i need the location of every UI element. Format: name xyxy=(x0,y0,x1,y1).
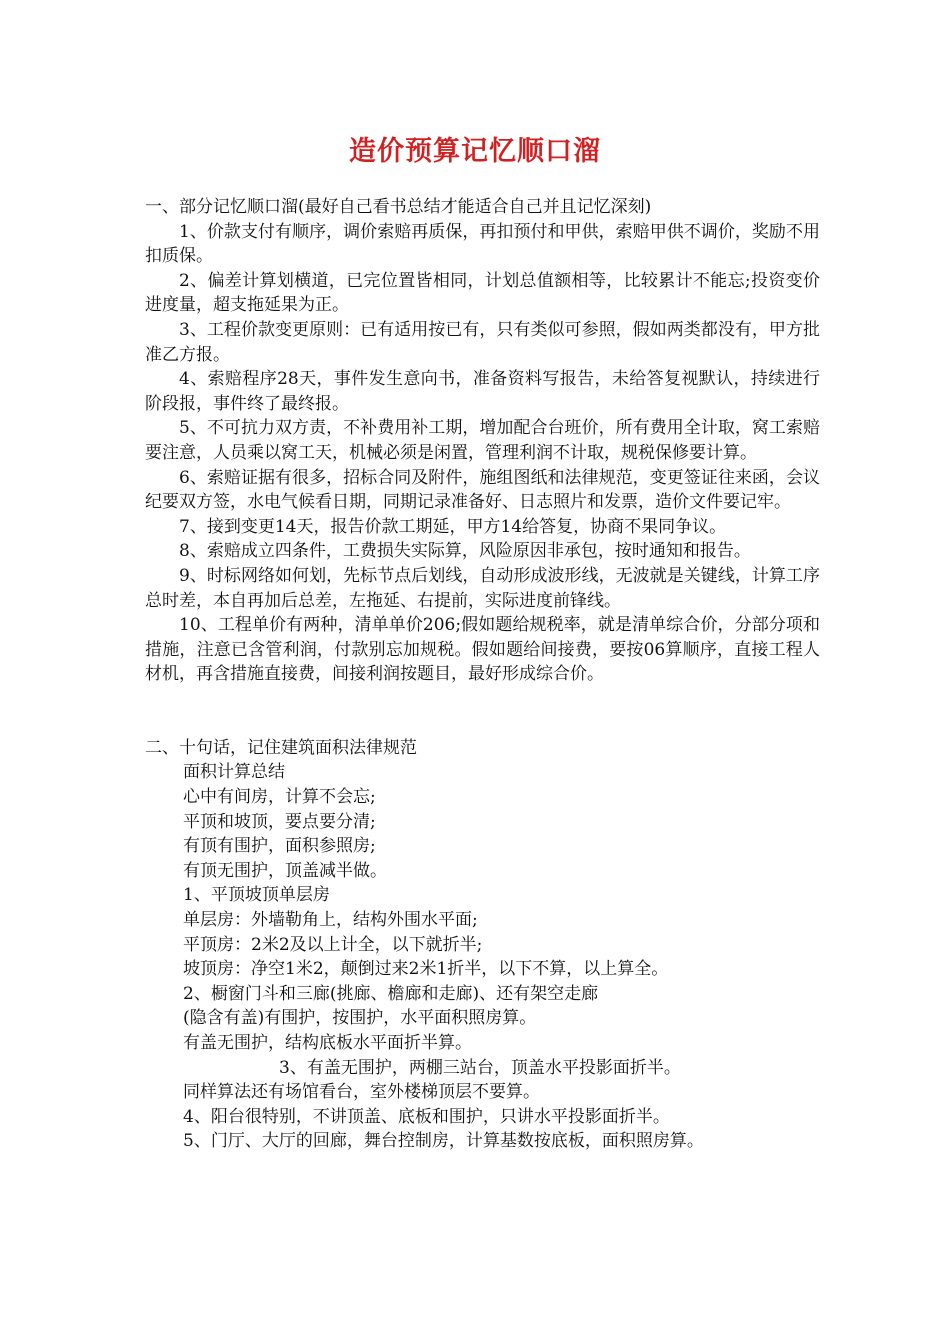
section-2-line: 平顶房：2米2及以上计全，以下就折半; xyxy=(183,934,483,955)
document-body xyxy=(145,195,820,1154)
section-2-line: 面积计算总结 xyxy=(183,762,285,783)
section-2-line: (隐含有盖)有围护，按围护，水平面积照房算。 xyxy=(183,1008,537,1029)
section-2-line: 有盖无围护，结构底板水平面折半算。 xyxy=(183,1033,472,1053)
section-1-item: 2、偏差计算划横道，已完位置皆相同，计划总值额相等，比较累计不能忘;投资变价进度量，超支拖延果为正。 xyxy=(145,270,820,316)
section-1-item: 10、工程单价有两种，清单单价206;假如题给规税率，就是清单综合价，分部分项和措施，注意已含管利润，付款别忘加规税。假如题给间接费，要按06算顺序，直接工程人材机，再含措施直接费，间接利润按题目，最好形成综合价。 xyxy=(145,615,820,685)
section-2-line: 2、橱窗门斗和三廊(挑廊、檐廊和走廊)、还有架空走廊 xyxy=(183,983,599,1004)
section-2-line: 1、平顶坡顶单层房 xyxy=(183,885,330,906)
section-2-heading: 二、十句话，记住建筑面积法律规范 xyxy=(145,737,417,758)
section-1-item: 6、索赔证据有很多，招标合同及附件，施组图纸和法律规范，变更签证往来函，会议纪要双方签，水电气候看日期，同期记录准备好、日志照片和发票，造价文件要记牢。 xyxy=(145,467,820,513)
section-2-line: 4、阳台很特别，不讲顶盖、底板和围护，只讲水平投影面折半。 xyxy=(183,1106,670,1127)
section-1-item: 3、工程价款变更原则：已有适用按已有，只有类似可参照，假如两类都没有，甲方批准乙方报。 xyxy=(145,319,820,365)
section-2-line: 有顶无围护，顶盖减半做。 xyxy=(183,860,387,881)
section-1-item: 5、不可抗力双方责，不补费用补工期，增加配合台班价，所有费用全计取，窝工索赔要注意，人员乘以窝工天，机械必须是闲置，管理利润不计取，规税保修要计算。 xyxy=(145,418,820,463)
section-1-heading: 一、部分记忆顺口溜(最好自己看书总结才能适合自己并且记忆深刻) xyxy=(145,197,652,217)
section-1-item: 8、索赔成立四条件，工费损失实际算，风险原因非承包，按时通知和报告。 xyxy=(179,541,751,562)
section-2-line: 同样算法还有场馆看台，室外楼梯顶层不要算。 xyxy=(183,1082,540,1103)
section-2-line: 单层房：外墙勒角上，结构外围水平面; xyxy=(183,910,478,931)
section-2-line: 5、门厅、大厅的回廊，舞台控制房，计算基数按底板，面积照房算。 xyxy=(183,1131,704,1152)
section-2-line: 心中有间房，计算不会忘; xyxy=(183,787,376,808)
section-1-item: 9、时标网络如何划，先标节点后划线，自动形成波形线，无波就是关键线，计算工序总时差，本自再加后总差，左拖延、右提前，实际进度前锋线。 xyxy=(145,565,820,611)
section-gap xyxy=(145,687,820,736)
section-2-line: 坡顶房：净空1米2，颠倒过来2米1折半，以下不算，以上算全。 xyxy=(183,959,669,980)
section-2-line: 3、有盖无围护，两棚三站台，顶盖水平投影面折半。 xyxy=(279,1057,681,1078)
page-title: 造价预算记忆顺口溜 xyxy=(349,136,601,167)
section-2-line: 平顶和坡顶，要点要分清; xyxy=(183,811,376,832)
section-1-item: 7、接到变更14天，报告价款工期延，甲方14给答复，协商不果同争议。 xyxy=(179,516,727,537)
section-1-item: 4、索赔程序28天，事件发生意向书，准备资料写报告，未给答复视默认，持续进行阶段报，事件终了最终报。 xyxy=(145,369,820,414)
section-2-line: 有顶有围护，面积参照房; xyxy=(183,836,376,857)
section-1-item: 1、价款支付有顺序，调价索赔再质保，再扣预付和甲供，索赔甲供不调价，奖励不用扣质保。 xyxy=(145,221,820,267)
